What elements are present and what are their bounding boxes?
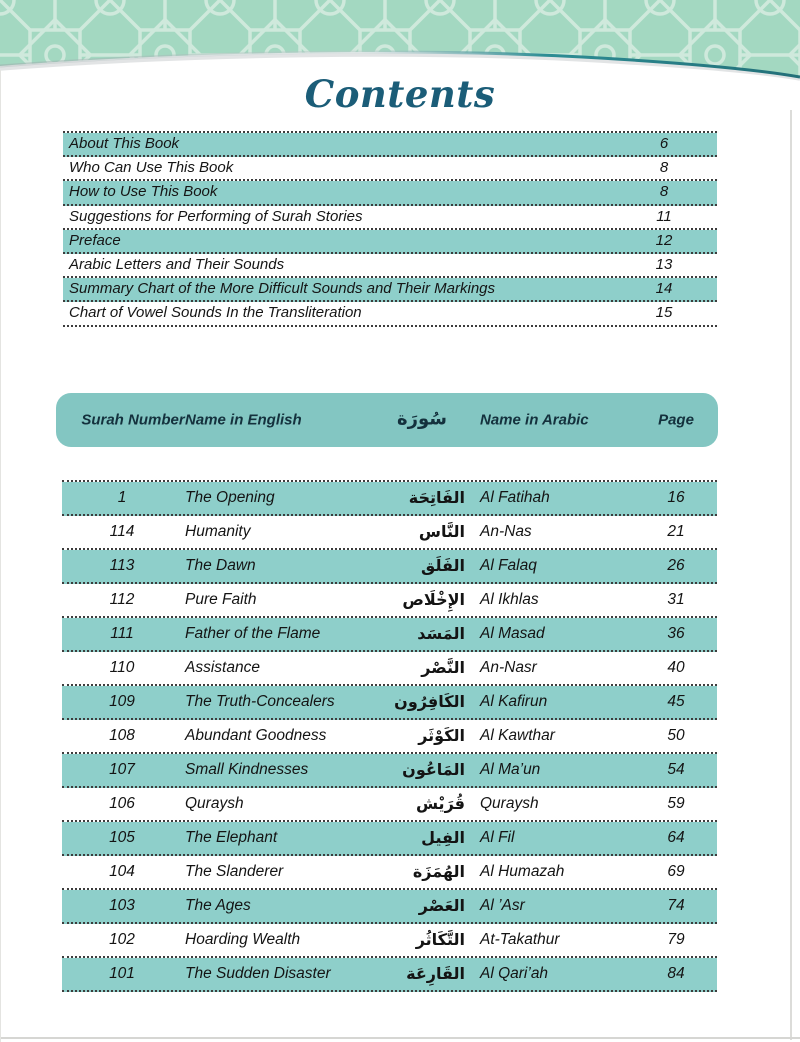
english-name-cell: Small Kindnesses [185, 761, 309, 778]
arabic-calligraphy-cell: الكَافِرُون [394, 692, 465, 711]
header-surah-number: Surah Number [81, 411, 185, 429]
arabic-calligraphy-cell: المَسَد [417, 624, 465, 643]
arabic-name-cell: Al Ma’un [480, 761, 541, 778]
surah-table-row [62, 924, 717, 958]
page-number-cell: 59 [667, 795, 685, 812]
front-matter-row [63, 133, 717, 157]
arabic-calligraphy-cell: الفَلَق [421, 556, 465, 575]
surah-number-cell: 110 [109, 659, 135, 676]
front-matter-label: Suggestions for Performing of Surah Stories [69, 207, 363, 225]
front-matter-page-number: 11 [656, 207, 672, 225]
surah-table-row [62, 584, 717, 618]
front-matter-label: How to Use This Book [69, 183, 218, 201]
surah-table-row [62, 822, 717, 856]
english-name-cell: The Slanderer [185, 863, 284, 880]
front-matter-row [63, 254, 717, 278]
english-name-cell: The Sudden Disaster [185, 965, 331, 982]
surah-number-cell: 103 [109, 897, 135, 914]
header-name-in-arabic: Name in Arabic [480, 411, 589, 429]
front-matter-row [63, 278, 717, 302]
front-matter-label: Summary Chart of the More Difficult Sounds and Their Markings [69, 280, 495, 298]
surah-table-row [62, 958, 717, 992]
page-number-cell: 40 [667, 659, 685, 676]
front-matter-list [63, 131, 717, 327]
page-number-cell: 74 [667, 897, 685, 914]
arabic-calligraphy-cell: المَاعُون [402, 760, 465, 779]
surah-table-row [62, 890, 717, 924]
surah-number-cell: 102 [109, 931, 135, 948]
arabic-name-cell: Al Masad [480, 625, 545, 642]
english-name-cell: Pure Faith [185, 591, 257, 608]
surah-number-cell: 101 [109, 965, 135, 982]
arabic-name-cell: An-Nas [480, 523, 532, 540]
front-matter-row [63, 206, 717, 230]
front-matter-label: About This Book [69, 135, 180, 152]
surah-table-row [62, 856, 717, 890]
page-title: Contents [304, 72, 496, 116]
page-number-cell: 84 [667, 965, 685, 982]
surah-number-cell: 113 [109, 557, 135, 574]
page-number-cell: 21 [667, 523, 685, 540]
arabic-name-cell: Al Fil [480, 829, 515, 846]
surah-table-row [62, 754, 717, 788]
page-number-cell: 31 [667, 591, 685, 608]
front-matter-label: Chart of Vowel Sounds In the Transliteration [69, 304, 362, 322]
surah-number-cell: 109 [109, 693, 135, 710]
surah-table-row [62, 686, 717, 720]
arabic-calligraphy-cell: النَّصْر [421, 658, 465, 677]
surah-table-row [62, 720, 717, 754]
header-surah-arabic-word: سُورَة [397, 408, 447, 430]
english-name-cell: Father of the Flame [185, 625, 321, 642]
arabic-calligraphy-cell: النَّاس [418, 522, 465, 541]
front-matter-page-number: 14 [655, 280, 673, 298]
surah-table-row [62, 516, 717, 550]
arabic-calligraphy-cell: التَّكَاثُر [415, 930, 465, 949]
english-name-cell: The Dawn [185, 557, 256, 574]
arabic-calligraphy-cell: الفَاتِحَة [408, 488, 465, 507]
english-name-cell: The Elephant [185, 829, 278, 846]
english-name-cell: The Truth-Concealers [185, 693, 335, 710]
arabic-name-cell: Al Qari’ah [480, 965, 549, 982]
page-number-cell: 79 [667, 931, 685, 948]
english-name-cell: Hoarding Wealth [185, 931, 301, 948]
front-matter-page-number: 15 [655, 304, 673, 322]
english-name-cell: The Opening [185, 489, 275, 506]
page-number-cell: 26 [667, 557, 685, 574]
page-number-cell: 64 [667, 829, 685, 846]
surah-table-row [62, 652, 717, 686]
page-number-cell: 69 [667, 863, 685, 880]
surah-table-row [62, 788, 717, 822]
english-name-cell: The Ages [185, 897, 251, 914]
front-matter-label: Arabic Letters and Their Sounds [69, 255, 285, 273]
front-matter-page-number: 13 [655, 255, 673, 273]
surah-table-row [62, 482, 717, 516]
english-name-cell: Assistance [185, 659, 260, 676]
page-scan-edge-bottom [0, 1037, 800, 1039]
arabic-calligraphy-cell: الإِخْلَاص [402, 590, 465, 609]
surah-table [62, 480, 717, 992]
english-name-cell: Quraysh [185, 795, 244, 812]
arabic-name-cell: At-Takathur [480, 931, 560, 948]
page-number-cell: 54 [667, 761, 685, 778]
surah-number-cell: 1 [117, 489, 127, 506]
page-scan-edge-right [790, 110, 792, 1040]
arabic-name-cell: Al Kafirun [480, 693, 548, 710]
arabic-calligraphy-cell: الكَوْثَر [418, 726, 465, 745]
page-number-cell: 36 [667, 625, 685, 642]
header-page: Page [658, 411, 694, 429]
surah-table-row [62, 618, 717, 652]
arabic-calligraphy-cell: الهُمَزَة [412, 862, 465, 881]
english-name-cell: Abundant Goodness [185, 727, 327, 744]
surah-number-cell: 108 [109, 727, 135, 744]
surah-number-cell: 106 [109, 795, 135, 812]
surah-number-cell: 105 [109, 829, 135, 846]
front-matter-label: Who Can Use This Book [69, 159, 234, 177]
front-matter-page-number: 8 [659, 183, 669, 201]
arabic-name-cell: Al Falaq [480, 557, 537, 574]
arabic-name-cell: Al Kawthar [480, 727, 555, 744]
arabic-name-cell: Al Ikhlas [480, 591, 539, 608]
front-matter-page-number: 12 [655, 231, 673, 249]
arabic-name-cell: Al Humazah [480, 863, 565, 880]
surah-table-header [56, 393, 718, 447]
arabic-name-cell: Al ’Asr [480, 897, 525, 914]
front-matter-label: Preface [69, 231, 121, 249]
header-name-in-english: Name in English [185, 411, 302, 429]
front-matter-row [63, 181, 717, 205]
front-matter-row [63, 157, 717, 181]
surah-number-cell: 107 [109, 761, 135, 778]
page-number-cell: 50 [667, 727, 685, 744]
arabic-name-cell: Al Fatihah [480, 489, 550, 506]
surah-number-cell: 111 [110, 625, 134, 642]
arabic-name-cell: An-Nasr [480, 659, 537, 676]
front-matter-row [63, 230, 717, 254]
surah-number-cell: 114 [109, 523, 135, 540]
front-matter-row [63, 302, 717, 326]
page-number-cell: 16 [667, 489, 685, 506]
english-name-cell: Humanity [185, 523, 251, 540]
page-number-cell: 45 [667, 693, 685, 710]
arabic-calligraphy-cell: القَارِعَة [406, 964, 465, 983]
front-matter-page-number: 8 [659, 159, 669, 177]
page-scan-edge-left [0, 70, 1, 1042]
surah-number-cell: 112 [109, 591, 135, 608]
arabic-name-cell: Quraysh [480, 795, 539, 812]
surah-table-row [62, 550, 717, 584]
surah-number-cell: 104 [109, 863, 135, 880]
arabic-calligraphy-cell: العَصْر [418, 896, 465, 915]
arabic-calligraphy-cell: الفِيل [421, 828, 465, 847]
arabic-calligraphy-cell: قُرَيْش [415, 794, 465, 813]
front-matter-page-number: 6 [659, 135, 669, 152]
